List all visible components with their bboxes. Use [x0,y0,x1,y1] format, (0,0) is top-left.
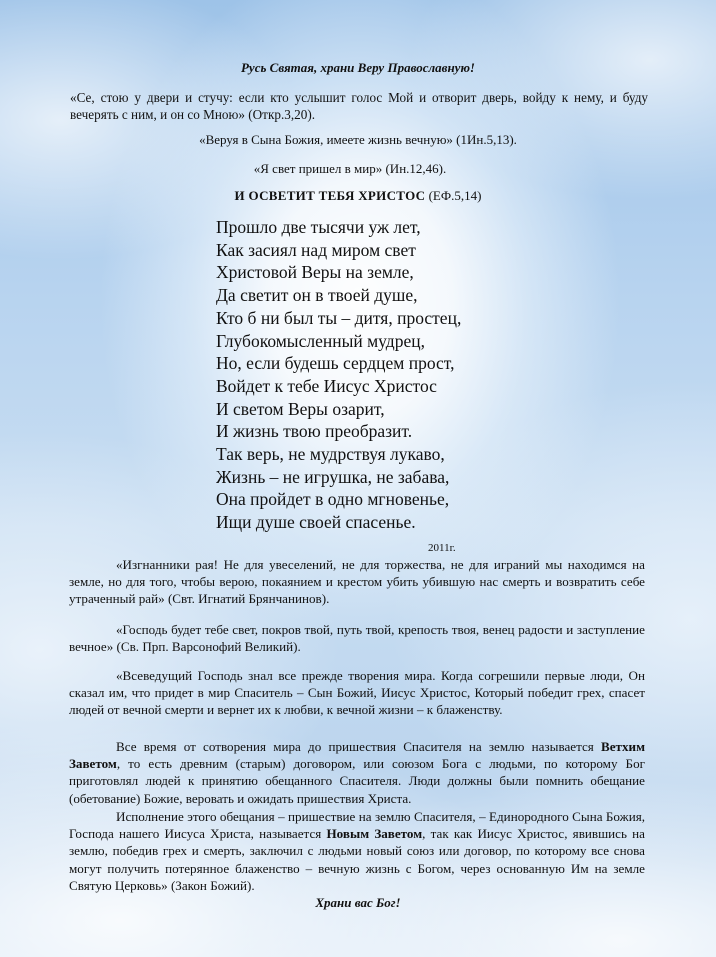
term-new-testament: Новым Заветом [326,826,423,842]
poem-line: Прошло две тысячи уж лет, [216,217,421,237]
poem-line: Да светит он в твоей душе, [216,285,418,306]
poem-line: Жизнь – не игрушка, не забава, [216,466,450,487]
paragraph-old-testament [69,738,645,807]
paragraph-text: Все время от сотворения мира до пришествия Спасителя на землю называется [116,739,601,754]
scripture-quote-john-epistle: «Веруя в Сына Божия, имеете жизнь вечную» (1Ин.5,13). [199,132,517,147]
poem-title-text: И ОСВЕТИТ ТЕБЯ ХРИСТОС [234,188,426,203]
term-old-testament: Ветхим Заветом [69,739,645,772]
poem-line: И жизнь твою преобразит. [216,421,413,442]
poem-title [0,188,716,204]
poem-line: Как засиял над миром свет [216,239,416,260]
poem-line: Христовой Веры на земле, [216,262,414,283]
page-heading: Русь Святая, храни Веру Православную! [240,60,475,75]
poem-date: 2011г. [428,542,456,554]
poem-line: Кто б ни был ты – дитя, простец, [216,307,462,328]
paragraph-text: , то есть древним (старым) договором, или союзом Бога с людьми, по которому Бог приготовлял людей к принятию обещанного Спасителя. Люди должны были помнить обещание (обетование) Божие, веровать и ожидать пришествия Христа. [69,756,645,806]
scripture-quote-revelation: «Се, стою у двери и стучу: если кто услышит голос Мой и отворит дверь, войду к нему, и буду вечерять с ним, и он со Мною» (Откр.3,20). [70,90,648,122]
poem-line: Так верь, не мудрствуя лукаво, [216,444,445,465]
closing-blessing: Храни вас Бог! [315,895,401,910]
scripture-quote-john-gospel: «Я свет пришел в мир» (Ин.12,46). [253,161,447,176]
poem-title-reference: (ЕФ.5,14) [428,188,482,203]
poem-stanza [216,216,461,534]
poem-line: Но, если будешь сердцем прост, [216,353,455,374]
poem-line: Она пройдет в одно мгновенье, [216,489,450,510]
poem-line: Ищи душе своей спасенье. [216,512,416,533]
quote-ignatius: «Изгнанники рая! Не для увеселений, не для торжества, не для играний мы находимся на земле, но для того, чтобы верою, покаянием и крестом убить убившую нас смерть и возвратить себе утраченный рай» (Свт. Игнатий Брянчанинов). [69,557,645,607]
paragraph-creation: «Всеведущий Господь знал все прежде творения мира. Когда согрешили первые люди, Он сказал им, что придет в мир Спаситель – Сын Божий, Иисус Христос, Который победит грех, спасет людей от вечной смерти и вернет их к любви, к вечной жизни – к блаженству. [69,668,645,718]
quote-barsanuphius: «Господь будет тебе свет, покров твой, путь твой, крепость твоя, венец радости и заступление вечное» (Св. Прп. Варсонофий Великий). [69,622,645,655]
paragraph-new-testament [69,808,645,894]
poem-line: Войдет к тебе Иисус Христос [216,375,437,396]
poem-line: Глубокомысленный мудрец, [216,330,425,351]
paragraph-text: Исполнение этого обещания – пришествие на землю Спасителя, – Единородного Сына Божия, Господа нашего Иисуса Христа, называется [69,809,645,842]
poem-line: И светом Веры озарит, [216,398,385,419]
paragraph-text: , так как Иисус Христос, явившись на землю, победив грех и смерть, заключил с людьми новый союз или договор, по которому все снова могут получить потерянное блаженство – вечную жизнь с Богом, через основанную Им на земле Святую Церковь» (Закон Божий). [69,826,645,893]
